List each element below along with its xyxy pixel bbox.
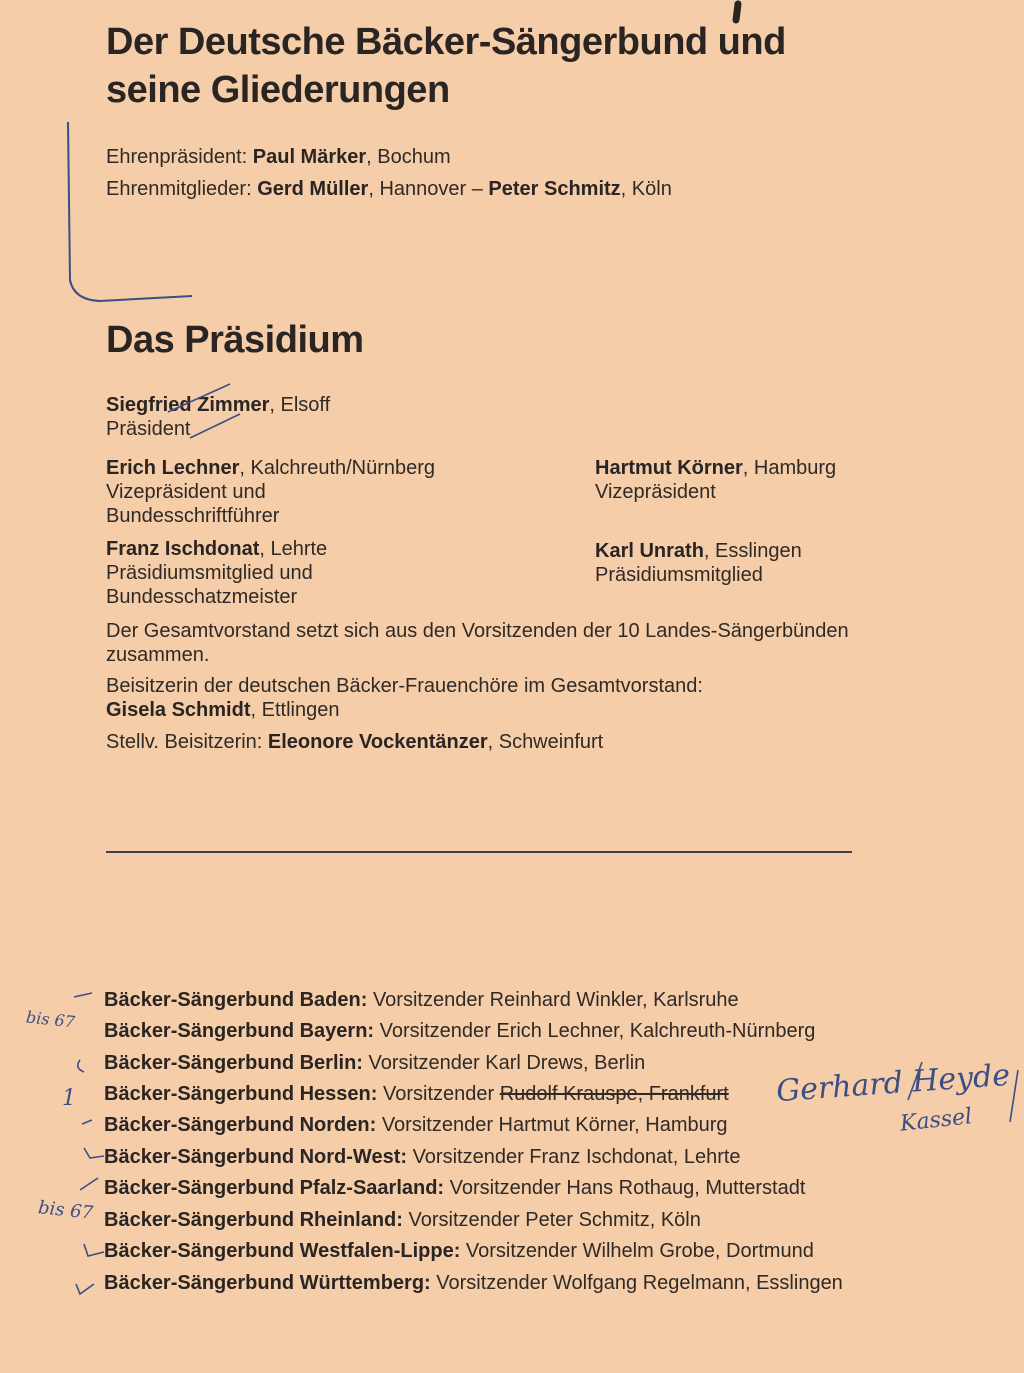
federation-chair: Vorsitzender Reinhard Winkler, Karlsruhe bbox=[367, 989, 739, 1011]
person-place: , Kalchreuth/Nürnberg bbox=[239, 457, 436, 479]
board-line-2: zusammen. bbox=[106, 644, 210, 666]
check-mark-norden bbox=[82, 1120, 92, 1124]
person-role: Vizepräsident und bbox=[106, 481, 266, 503]
person-name: Karl Unrath bbox=[595, 540, 704, 562]
federation-chair: Vorsitzender Franz Ischdonat, Lehrte bbox=[407, 1146, 741, 1168]
person-name: Hartmut Körner bbox=[595, 457, 743, 479]
person-place: , Hamburg bbox=[742, 457, 837, 479]
federation-name: Bäcker-Sängerbund Nord-West: bbox=[104, 1146, 408, 1168]
federation-chair: Vorsitzender bbox=[377, 1083, 500, 1105]
signature-strike-mark bbox=[168, 384, 240, 438]
person-role-2: Bundesschriftführer bbox=[106, 505, 280, 527]
handwritten-note-bayern: bis 67 bbox=[25, 1007, 76, 1032]
person-name: Franz Ischdonat bbox=[106, 538, 260, 560]
federation-chair: Vorsitzender Peter Schmitz, Köln bbox=[402, 1209, 701, 1231]
honorary-members-label: Ehrenmitglieder: bbox=[106, 178, 258, 200]
honorary-member-1-place: , Hannover – bbox=[368, 178, 489, 200]
person-name: Erich Lechner bbox=[106, 457, 240, 479]
federation-name: Bäcker-Sängerbund Westfalen-Lippe: bbox=[104, 1240, 461, 1262]
federation-chair: Vorsitzender Karl Drews, Berlin bbox=[362, 1052, 646, 1074]
margin-bracket-mark bbox=[68, 122, 192, 301]
check-mark-berlin bbox=[78, 1060, 84, 1072]
honorary-president-place: , Bochum bbox=[366, 146, 451, 168]
federation-name: Bäcker-Sängerbund Württemberg: bbox=[104, 1272, 431, 1294]
handwritten-mark-hessen: 1 bbox=[62, 1086, 76, 1111]
honorary-president-label: Ehrenpräsident: bbox=[106, 146, 253, 168]
check-mark-pfalz bbox=[80, 1178, 98, 1190]
title-line-1: Der Deutsche Bäcker-Sängerbund und bbox=[106, 21, 786, 63]
person-role: Präsident bbox=[106, 418, 191, 440]
presidium-heading: Das Präsidium bbox=[106, 319, 364, 361]
federation-chair: Vorsitzender Hartmut Körner, Hamburg bbox=[376, 1114, 728, 1136]
assessor-name: Gisela Schmidt bbox=[106, 699, 251, 721]
federation-name: Bäcker-Sängerbund Baden: bbox=[104, 989, 368, 1011]
federation-chair: Vorsitzender Erich Lechner, Kalchreuth-Nürnberg bbox=[374, 1020, 816, 1042]
federation-chair: Vorsitzender Wolfgang Regelmann, Esslingen bbox=[430, 1272, 843, 1294]
person-place: , Lehrte bbox=[259, 538, 328, 560]
federation-name: Bäcker-Sängerbund Berlin: bbox=[104, 1052, 363, 1074]
person-role: Präsidiumsmitglied und bbox=[106, 562, 313, 584]
person-role: Vizepräsident bbox=[595, 481, 716, 503]
deputy-assessor-label: Stellv. Beisitzerin: bbox=[106, 731, 268, 753]
federation-chair: Vorsitzender Hans Rothaug, Mutterstadt bbox=[444, 1177, 806, 1199]
person-place: , Esslingen bbox=[703, 540, 802, 562]
person-place: , Elsoff bbox=[269, 394, 331, 416]
board-line-1: Der Gesamtvorstand setzt sich aus den Vorsitzenden der 10 Landes-Sängerbünden bbox=[106, 620, 849, 642]
person-name: Siegfried Zimmer bbox=[106, 394, 270, 416]
title-ink-blot bbox=[736, 4, 738, 20]
federation-name: Bäcker-Sängerbund Hessen: bbox=[104, 1083, 378, 1105]
handwritten-new-chair-place: Kassel bbox=[898, 1104, 974, 1137]
federation-chair-struck: Rudolf Krauspe, Frankfurt bbox=[499, 1083, 729, 1105]
handwritten-note-rheinland: bis 67 bbox=[37, 1197, 95, 1224]
signature-slash-mark bbox=[908, 1062, 1018, 1122]
check-mark-baden bbox=[74, 993, 92, 997]
honorary-member-2-name: Peter Schmitz bbox=[488, 178, 621, 200]
federation-name: Bäcker-Sängerbund Rheinland: bbox=[104, 1209, 403, 1231]
check-mark-nord-west bbox=[84, 1148, 104, 1158]
honorary-member-2-place: , Köln bbox=[620, 178, 672, 200]
federation-name: Bäcker-Sängerbund Pfalz-Saarland: bbox=[104, 1177, 445, 1199]
title-line-2: seine Gliederungen bbox=[106, 69, 450, 111]
federation-name: Bäcker-Sängerbund Norden: bbox=[104, 1114, 377, 1136]
deputy-assessor-name: Eleonore Vockentänzer bbox=[267, 731, 488, 753]
check-mark-wuerttemberg bbox=[76, 1284, 94, 1294]
assessor-place: , Ettlingen bbox=[250, 699, 340, 721]
assessor-label: Beisitzerin der deutschen Bäcker-Frauenchöre im Gesamtvorstand: bbox=[106, 675, 703, 697]
federation-name: Bäcker-Sängerbund Bayern: bbox=[104, 1020, 375, 1042]
federation-chair: Vorsitzender Wilhelm Grobe, Dortmund bbox=[460, 1240, 814, 1262]
check-mark-westfalen bbox=[84, 1244, 104, 1256]
person-role-2: Bundesschatzmeister bbox=[106, 586, 298, 608]
deputy-assessor-place: , Schweinfurt bbox=[487, 731, 604, 753]
person-role: Präsidiumsmitglied bbox=[595, 564, 763, 586]
handwritten-new-chair-name: Gerhard Heyde bbox=[775, 1057, 1012, 1110]
honorary-member-1-name: Gerd Müller bbox=[257, 178, 369, 200]
honorary-president-name: Paul Märker bbox=[252, 146, 367, 168]
